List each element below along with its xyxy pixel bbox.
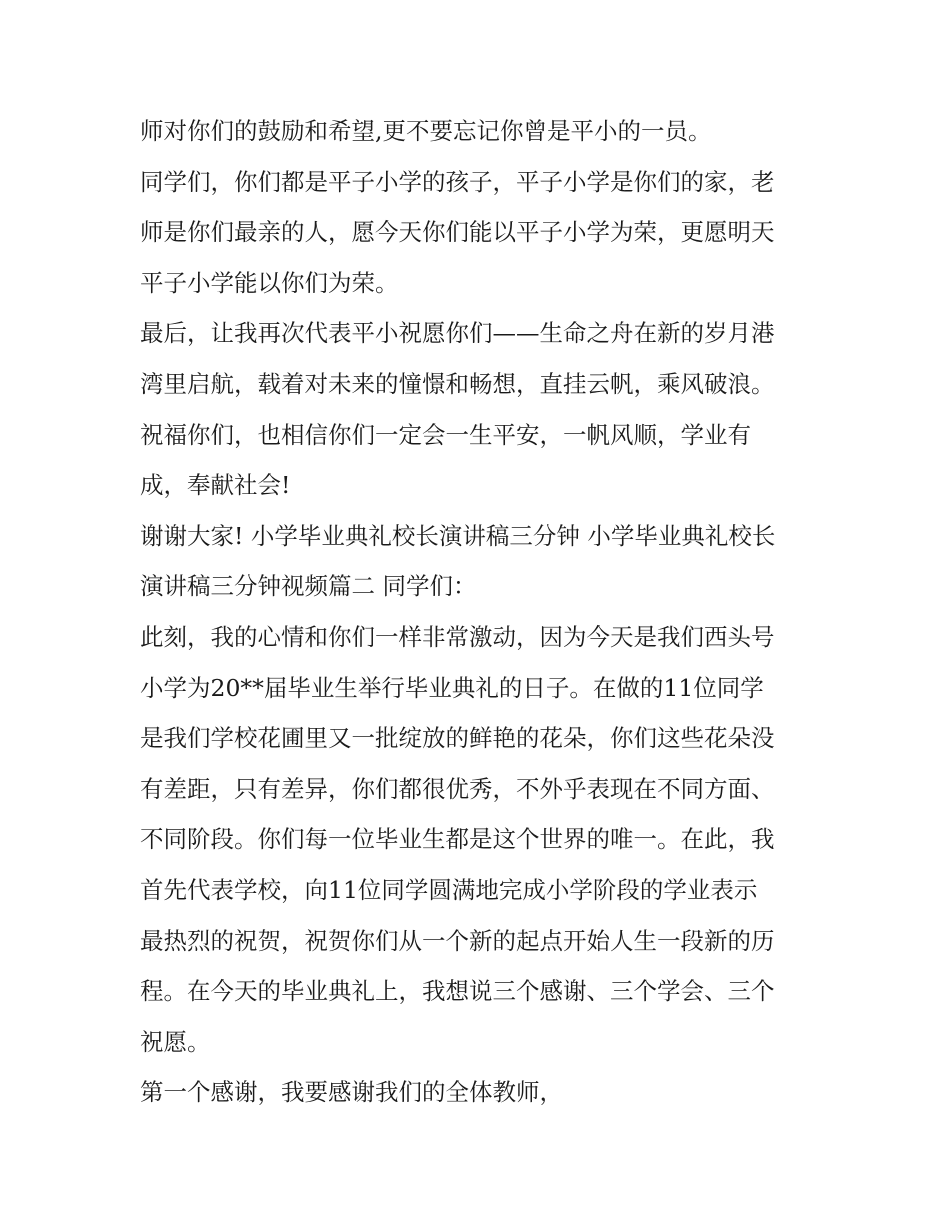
- text-line: 小学为20**届毕业生举行毕业典礼的日子。在做的11位同学: [140, 673, 764, 702]
- text-line: 不同阶段。你们每一位毕业生都是这个世界的唯一。在此，我: [140, 825, 775, 854]
- text-line: 湾里启航，载着对未来的憧憬和畅想，直挂云帆，乘风破浪。: [140, 369, 775, 398]
- text-line: 祝福你们，也相信你们一定会一生平安，一帆风顺，学业有: [140, 420, 751, 449]
- text-line: 谢谢大家! 小学毕业典礼校长演讲稿三分钟 小学毕业典礼校长: [140, 521, 776, 550]
- text-line: 同学们，你们都是平子小学的孩子，平子小学是你们的家，老: [140, 167, 775, 196]
- text-line: 最后，让我再次代表平小祝愿你们——生命之舟在新的岁月港: [140, 319, 775, 348]
- text-line: 成，奉献社会!: [140, 471, 291, 500]
- text-line: 是我们学校花圃里又一批绽放的鲜艳的花朵，你们这些花朵没: [140, 724, 775, 753]
- text-line: 程。在今天的毕业典礼上，我想说三个感谢、三个学会、三个: [140, 977, 775, 1006]
- text-line: 祝愿。: [140, 1027, 211, 1056]
- text-line: 最热烈的祝贺，祝贺你们从一个新的起点开始人生一段新的历: [140, 926, 775, 955]
- text-line: 师是你们最亲的人，愿今天你们能以平子小学为荣，更愿明天: [140, 218, 775, 247]
- text-line: 演讲稿三分钟视频篇二 同学们：: [140, 572, 477, 601]
- text-line: 第一个感谢，我要感谢我们的全体教师，: [140, 1078, 563, 1107]
- text-line: 师对你们的鼓励和希望,更不要忘记你曾是平小的一员。: [140, 117, 712, 145]
- text-line: 平子小学能以你们为荣。: [140, 268, 399, 297]
- text-line: 有差距，只有差异，你们都很优秀，不外乎表现在不同方面、: [140, 774, 775, 803]
- text-line: 首先代表学校，向11位同学圆满地完成小学阶段的学业表示: [140, 875, 758, 904]
- document-body: [140, 106, 830, 1118]
- text-line: 此刻，我的心情和你们一样非常激动，因为今天是我们西头号: [140, 622, 775, 651]
